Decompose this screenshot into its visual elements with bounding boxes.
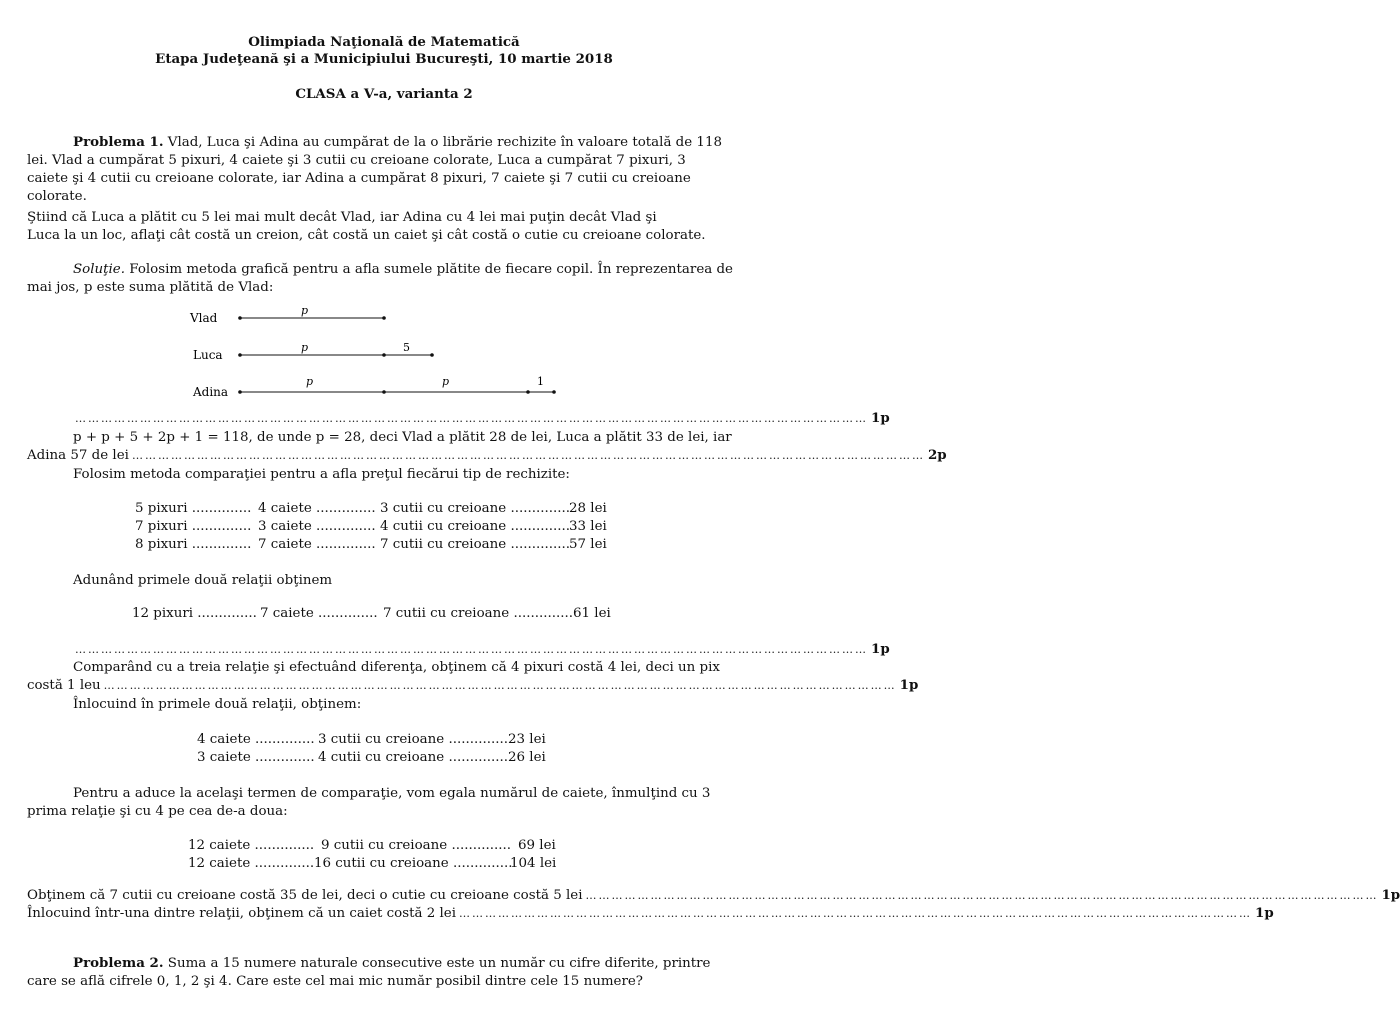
- relation-row: [135, 536, 615, 553]
- segment-point: [238, 353, 242, 357]
- relation-cell: 3 caiete ..............: [197, 750, 315, 765]
- relation-row: [197, 731, 557, 748]
- relation-cell: 16 cutii cu creioane ..............: [314, 856, 513, 871]
- segment-point: [526, 390, 530, 394]
- final-line: Obţinem că 7 cutii cu creioane costă 35 de lei, deci o cutie cu creioane costă 5 lei: [27, 888, 583, 903]
- problem-1-label: Problema 1.: [73, 134, 164, 150]
- relation-cell: 28 lei: [569, 501, 607, 516]
- relation-cell: 12 caiete ..............: [188, 856, 315, 871]
- adina-p-label-1: p: [306, 375, 314, 388]
- score: 1p: [1255, 905, 1274, 921]
- segment-point: [238, 316, 242, 320]
- problem-1-line: Ştiind că Luca a plătit cu 5 lei mai mult decât Vlad, iar Adina cu 4 lei mai puţin decât Vlad şi: [27, 210, 657, 225]
- leader-dots: …………………………………………………………………………………………………………………………………………………………………: [459, 907, 1253, 920]
- relation-cell: 104 lei: [510, 856, 557, 871]
- equation-line: p + p + 5 + 2p + 1 = 118, de unde p = 28, deci Vlad a plătit 28 de lei, Luca a plătit 33 de lei, iar: [73, 430, 732, 445]
- score: 1p: [871, 641, 890, 657]
- relation-cell: 4 caiete ..............: [197, 732, 315, 747]
- relation-cell: 3 cutii cu creioane ..............: [318, 732, 509, 747]
- solution-text: Folosim metoda grafică pentru a afla sumele plătite de fiecare copil. În reprezentarea de: [129, 262, 733, 277]
- segment-point: [552, 390, 556, 394]
- relation-cell: 5 pixuri ..............: [135, 501, 252, 516]
- segment-point: [430, 353, 434, 357]
- score: 1p: [899, 677, 919, 693]
- score-line: [27, 447, 947, 464]
- relation-row: [188, 855, 568, 872]
- solution-line: mai jos, p este suma plătită de Vlad:: [27, 280, 274, 295]
- segment-point: [382, 316, 386, 320]
- replace-intro: Înlocuind în primele două relaţii, obţinem:: [73, 697, 362, 712]
- score-line: [27, 641, 890, 658]
- solution-label: Soluţie.: [73, 262, 125, 277]
- problem-1-line: caiete şi 4 cutii cu creioane colorate, iar Adina a cumpărat 8 pixuri, 7 caiete şi 7 cutii cu creioane: [27, 171, 691, 186]
- problem-2-label: Problema 2.: [73, 955, 164, 971]
- relation-row: [132, 605, 617, 622]
- stage-subtitle: Etapa Judeţeană şi a Municipiului Bucureşti, 10 martie 2018: [155, 51, 613, 67]
- problem-1-line: lei. Vlad a cumpărat 5 pixuri, 4 caiete şi 3 cutii cu creioane colorate, Luca a cumpărat 7 pixuri, 3: [27, 153, 686, 168]
- score: 1p: [1381, 887, 1400, 903]
- relation-row: [197, 749, 557, 766]
- relation-cell: 4 cutii cu creioane ..............: [380, 519, 571, 534]
- relation-cell: 7 pixuri ..............: [135, 519, 252, 534]
- relation-cell: 33 lei: [569, 519, 607, 534]
- class-title: CLASA a V-a, varianta 2: [295, 86, 473, 102]
- score-line: [27, 677, 919, 694]
- relation-cell: 8 pixuri ..............: [135, 537, 252, 552]
- relation-cell: 61 lei: [573, 606, 611, 621]
- problem-1-line: Luca la un loc, aflaţi cât costă un creion, cât costă un caiet şi cât costă o cutie cu creioane colorate.: [27, 228, 706, 243]
- segment-point: [382, 390, 386, 394]
- vlad-p-label: p: [301, 304, 309, 317]
- leader-dots: …………………………………………………………………………………………………………………………………………………………………: [103, 679, 897, 692]
- final-line: Înlocuind într-una dintre relaţii, obţinem că un caiet costă 2 lei: [27, 906, 457, 921]
- equation-line-end: Adina 57 de lei: [27, 448, 129, 463]
- adina-p-label-2: p: [442, 375, 450, 388]
- relation-cell: 26 lei: [508, 750, 546, 765]
- diagram-name-adina: Adina: [193, 385, 229, 399]
- relation-cell: 7 cutii cu creioane ..............: [380, 537, 571, 552]
- problem-2-first-line: [73, 955, 710, 972]
- relation-cell: 23 lei: [508, 732, 546, 747]
- leader-dots: …………………………………………………………………………………………………………………………………………………………………: [131, 449, 925, 462]
- score: 1p: [871, 410, 890, 426]
- difference-line-end: costă 1 leu: [27, 678, 101, 693]
- relation-cell: 7 cutii cu creioane ..............: [383, 606, 574, 621]
- olympiad-title: Olimpiada Naţională de Matematică: [248, 34, 520, 50]
- score-line: [27, 410, 890, 427]
- problem-2-text: Suma a 15 numere naturale consecutive este un număr cu cifre diferite, printre: [167, 956, 711, 971]
- relation-cell: 69 lei: [518, 838, 556, 853]
- luca-p-label: p: [301, 341, 309, 354]
- leader-dots: …………………………………………………………………………………………………………………………………………………………………: [585, 889, 1379, 902]
- relation-row: [188, 837, 568, 854]
- relation-cell: 9 cutii cu creioane ..............: [321, 838, 512, 853]
- relation-cell: 12 pixuri ..............: [132, 606, 257, 621]
- diagram-name-vlad: Vlad: [190, 311, 218, 325]
- luca-five-label: 5: [403, 341, 410, 354]
- relation-cell: 3 caiete ..............: [258, 519, 376, 534]
- adina-one-label: 1: [537, 375, 544, 388]
- segment-point: [238, 390, 242, 394]
- compare-intro: Folosim metoda comparaţiei pentru a afla preţul fiecărui tip de rechizite:: [73, 467, 570, 482]
- difference-line: Comparând cu a treia relaţie şi efectuând diferenţa, obţinem că 4 pixuri costă 4 lei, deci un pix: [73, 660, 720, 675]
- relation-cell: 7 caiete ..............: [258, 537, 376, 552]
- equalize-line: Pentru a aduce la acelaşi termen de comparaţie, vom egala numărul de caiete, înmulţind cu 3: [73, 786, 711, 801]
- relation-cell: 3 cutii cu creioane ..............: [380, 501, 571, 516]
- relation-cell: 4 caiete ..............: [258, 501, 376, 516]
- score-line: [27, 887, 1400, 904]
- diagram-name-luca: Luca: [193, 348, 223, 362]
- score-line: [27, 905, 1274, 922]
- leader-dots: …………………………………………………………………………………………………………………………………………………………………: [75, 643, 868, 656]
- leader-dots: …………………………………………………………………………………………………………………………………………………………………: [75, 412, 868, 425]
- problem-1-first-line: [73, 134, 722, 151]
- score: 2p: [927, 447, 947, 463]
- problem-2-line: care se află cifrele 0, 1, 2 şi 4. Care este cel mai mic număr posibil dintre cele 15 numere?: [27, 974, 643, 989]
- problem-1-line: colorate.: [27, 189, 87, 204]
- relation-cell: 12 caiete ..............: [188, 838, 315, 853]
- relation-row: [135, 500, 615, 517]
- segment-point: [382, 353, 386, 357]
- relation-cell: 4 cutii cu creioane ..............: [318, 750, 509, 765]
- add-intro: Adunând primele două relaţii obţinem: [73, 573, 333, 588]
- relation-cell: 57 lei: [569, 537, 607, 552]
- equalize-line: prima relaţie şi cu 4 pe cea de-a doua:: [27, 804, 288, 819]
- relation-row: [135, 518, 615, 535]
- solution-first-line: [73, 261, 733, 278]
- relation-cell: 7 caiete ..............: [260, 606, 378, 621]
- segment-diagram: [180, 300, 580, 405]
- problem-1-text: Vlad, Luca şi Adina au cumpărat de la o librărie rechizite în valoare totală de 118: [167, 135, 722, 150]
